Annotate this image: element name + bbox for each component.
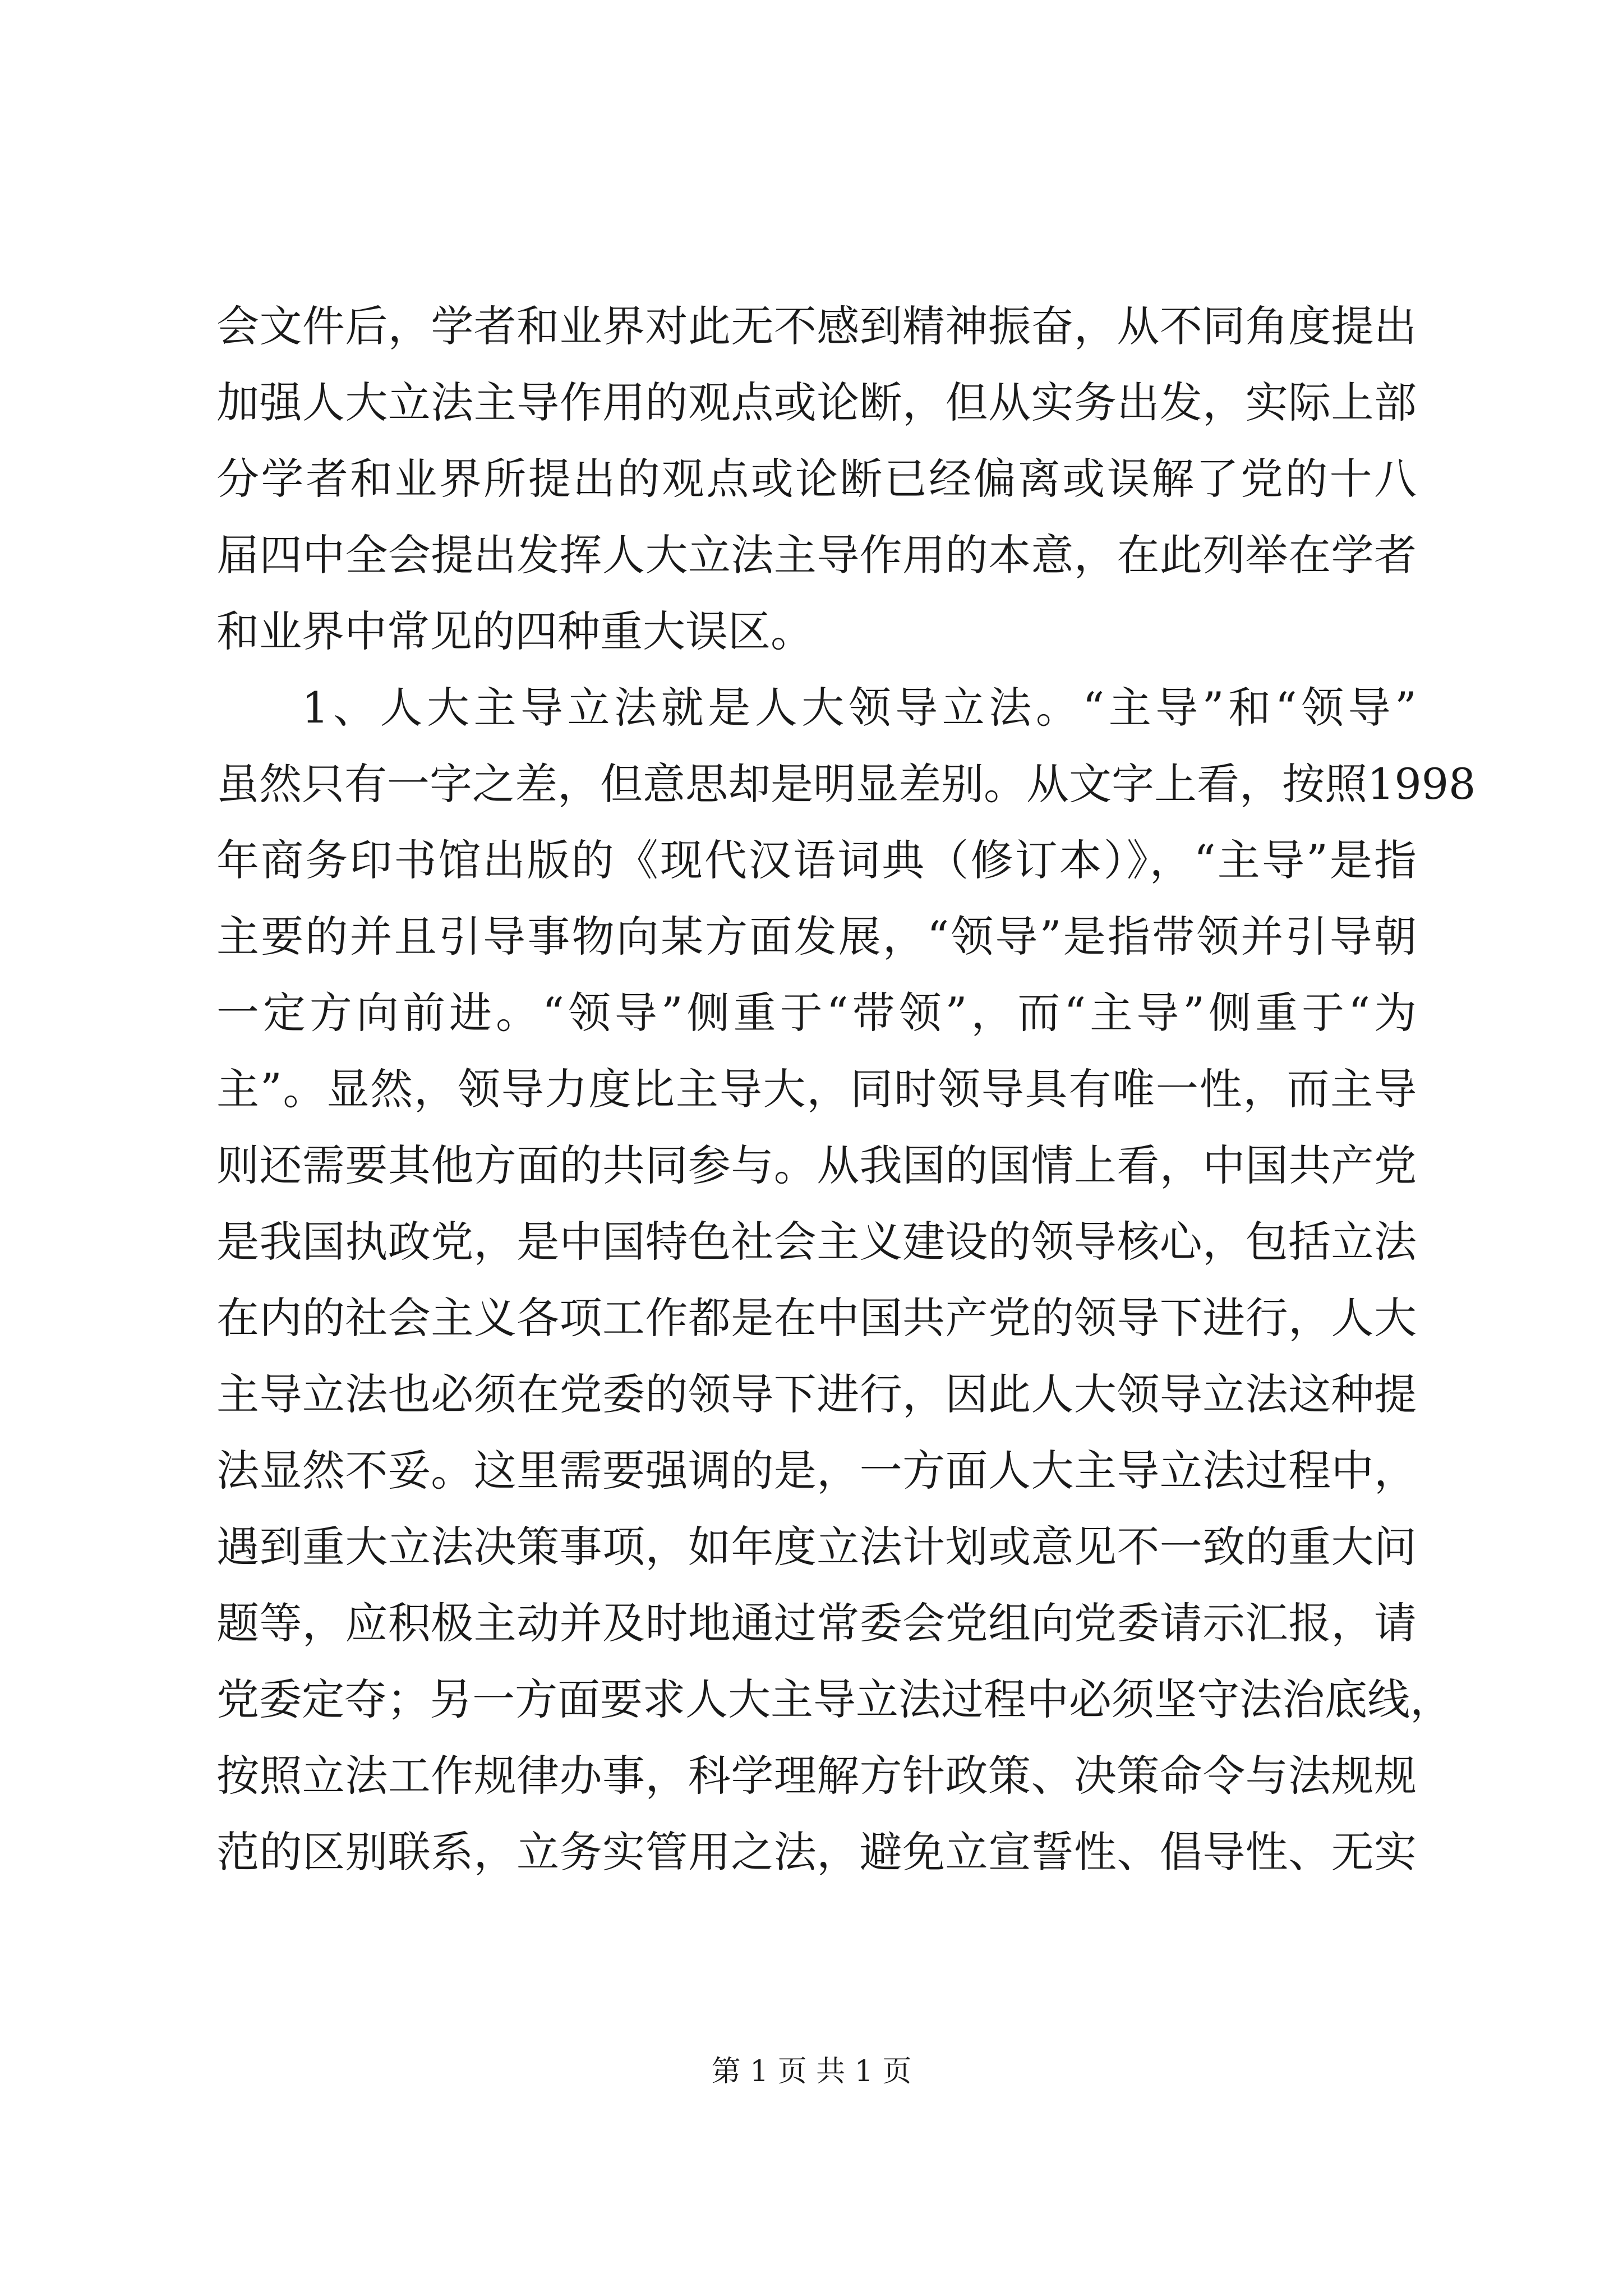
text-line: 虽然只有一字之差，但意思却是明显差别。从文字上看，按照1998: [216, 759, 1476, 809]
text-line: 按照立法工作规律办事，科学理解方针政策、决策命令与法规规: [216, 1751, 1417, 1801]
text-line: 1、人大主导立法就是人大领导立法。“主导”和“领导”: [302, 683, 1417, 733]
body-text: [216, 288, 1476, 1890]
text-line: 法显然不妥。这里需要强调的是，一方面人大主导立法过程中，: [216, 1446, 1417, 1496]
text-line: 则还需要其他方面的共同参与。从我国的国情上看，中国共产党: [216, 1140, 1417, 1190]
text-line: 和业界中常见的四种重大误区。: [216, 606, 813, 656]
text-line: 加强人大立法主导作用的观点或论断，但从实务出发，实际上部: [216, 378, 1417, 427]
text-line: 主要的并且引导事物向某方面发展，“领导”是指带领并引导朝: [216, 912, 1417, 961]
text-line: 会文件后，学者和业界对此无不感到精神振奋，从不同角度提出: [216, 301, 1417, 351]
text-line: 一定方向前进。“领导”侧重于“带领”，而“主导”侧重于“为: [216, 988, 1417, 1038]
text-line: 主导立法也必须在党委的领导下进行，因此人大领导立法这种提: [216, 1369, 1417, 1419]
text-line: 党委定夺；另一方面要求人大主导立法过程中必须坚守法治底线，: [216, 1674, 1453, 1724]
text-line: 主”。显然，领导力度比主导大，同时领导具有唯一性，而主导: [216, 1064, 1417, 1114]
text-line: 届四中全会提出发挥人大立法主导作用的本意，在此列举在学者: [216, 530, 1417, 580]
text-line: 在内的社会主义各项工作都是在中国共产党的领导下进行，人大: [216, 1293, 1417, 1343]
text-line: 题等，应积极主动并及时地通过常委会党组向党委请示汇报，请: [216, 1598, 1417, 1648]
page-footer: 第 1 页 共 1 页: [711, 2055, 912, 2088]
text-line: 范的区别联系，立务实管用之法，避免立宣誓性、倡导性、无实: [216, 1827, 1417, 1877]
text-line: 遇到重大立法决策事项，如年度立法计划或意见不一致的重大问: [216, 1522, 1417, 1572]
text-line: 是我国执政党，是中国特色社会主义建设的领导核心，包括立法: [216, 1217, 1417, 1267]
text-line: 年商务印书馆出版的《现代汉语词典（修订本）》，“主导”是指: [216, 835, 1417, 885]
text-line: 分学者和业界所提出的观点或论断已经偏离或误解了党的十八: [216, 454, 1417, 504]
